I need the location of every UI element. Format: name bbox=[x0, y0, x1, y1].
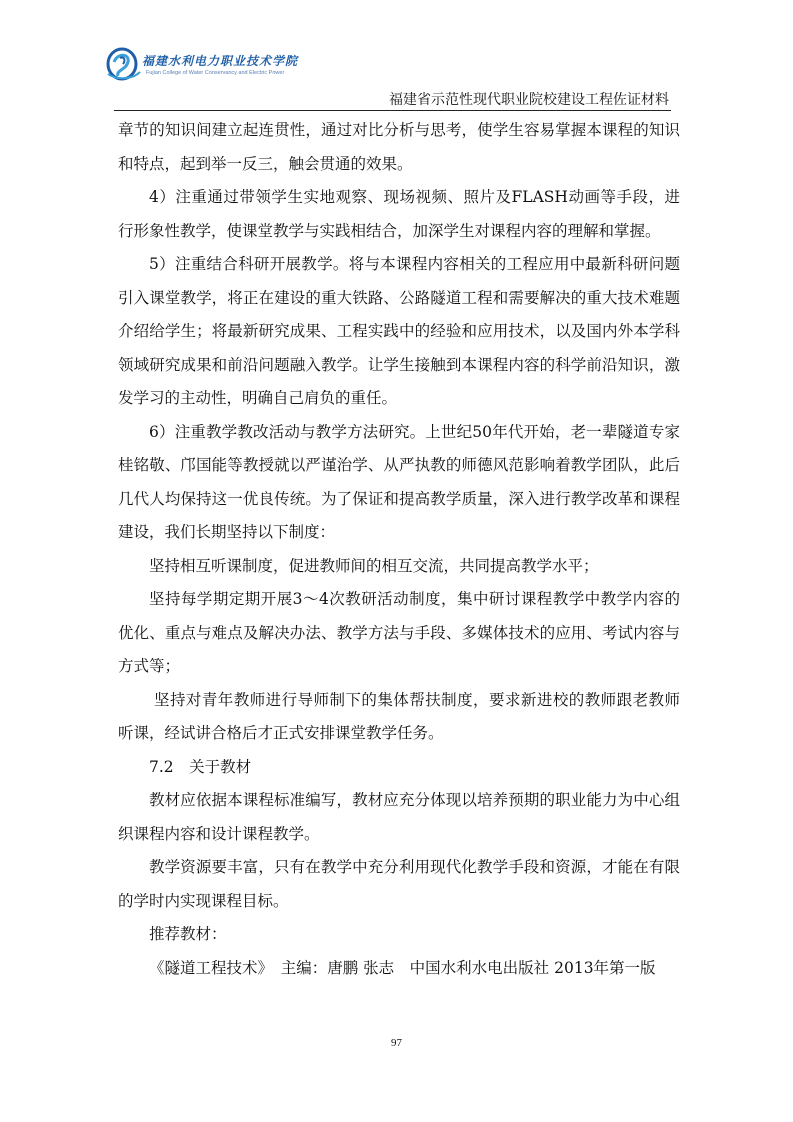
section-heading: 7.2 关于教材 bbox=[149, 757, 252, 776]
textbook-entry: 《隧道工程技术》 主编：唐鹏 张志 中国水利水电出版社 2013年第一版 bbox=[149, 958, 656, 977]
paragraph-6: 坚持每学期定期开展3～4次教研活动制度，集中研讨课程教学中教学内容的优化、重点与难点及解决办法、教学方法与手段、多媒体技术的应用、考试内容与方式等； bbox=[118, 590, 680, 675]
paragraph-8: 教材应依据本课程标准编写，教材应充分体现以培养预期的职业能力为中心组织课程内容和设计课程教学。 bbox=[118, 791, 680, 843]
paragraph-3: 5）注重结合科研开展教学。将与本课程内容相关的工程应用中最新科研问题引入课堂教学，将正在建设的重大铁路、公路隧道工程和需要解决的重大技术难题介绍给学生；将最新研究成果、工程实践中的经验和应用技术，以及国内外本学科领域研究成果和前沿问题融入教学。让学生接触到本课程内容的科学前沿知识，激发学习的主动性，明确自己肩负的重任。 bbox=[118, 255, 680, 407]
header-divider bbox=[114, 110, 671, 111]
paragraph-7: 坚持对青年教师进行导师制下的集体帮扶制度，要求新进校的教师跟老教师听课，经试讲合格后才正式安排课堂教学任务。 bbox=[118, 690, 680, 742]
paragraph-1: 章节的知识间建立起连贯性，通过对比分析与思考，使学生容易掌握本课程的知识和特点，起到举一反三，触会贯通的效果。 bbox=[118, 121, 680, 173]
header-title: 福建省示范性现代职业院校建设工程佐证材料 bbox=[389, 92, 669, 108]
paragraph-9: 教学资源要丰富，只有在教学中充分利用现代化教学手段和资源，才能在有限的学时内实现课程目标。 bbox=[118, 858, 680, 910]
logo-subtext: Fujian College of Water Conservancy and Electric Power bbox=[146, 70, 285, 76]
paragraph-5: 坚持相互听课制度，促进教师间的相互交流，共同提高教学水平； bbox=[149, 556, 599, 575]
logo-text: 福建水利电力职业技术学院 bbox=[142, 54, 299, 68]
paragraph-10: 推荐教材： bbox=[149, 925, 227, 943]
document-body bbox=[118, 114, 680, 985]
paragraph-4: 6）注重教学教改活动与教学方法研究。上世纪50年代开始，老一辈隧道专家桂铭敬、邝国能等教授就以严谨治学、从严执教的师德风范影响着教学团队，此后几代人均保持这一优良传统。为了保证和提高教学质量，深入进行教学改革和课程建设，我们长期坚持以下制度： bbox=[118, 422, 680, 541]
paragraph-2: 4）注重通过带领学生实地观察、现场视频、照片及FLASH动画等手段，进行形象性教学，使课堂教学与实践相结合，加深学生对课程内容的理解和掌握。 bbox=[118, 188, 680, 240]
college-emblem-icon bbox=[106, 44, 142, 84]
page-number: 97 bbox=[391, 1037, 402, 1049]
college-logo bbox=[106, 44, 299, 94]
